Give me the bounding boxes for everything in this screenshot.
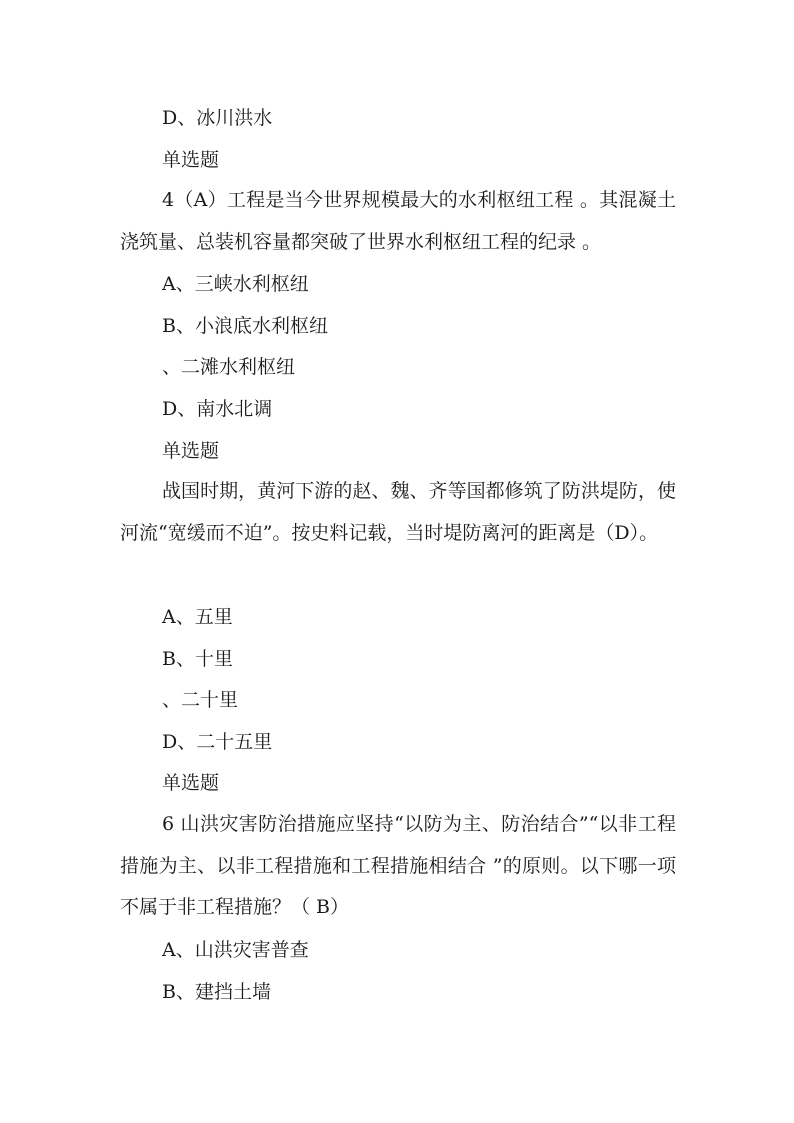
q6-option-a: A、山洪灾害普查 (162, 939, 309, 961)
q5-option-d: D、二十五里 (162, 731, 273, 753)
q5-type-label: 单选题 (162, 772, 220, 794)
q4-stem: 4（A）工程是当今世界规模最大的水利枢纽工程 。其混凝土浇筑量、总装机容量都突破了世界水利枢纽工程的纪录 。 (120, 189, 676, 253)
q6-stem: 6 山洪灾害防治措施应坚持“以防为主、防治结合”“以非工程措施为主、以非工程措施和工程措施相结合 ”的原则。以下哪一项不属于非工程措施？（ B） (120, 813, 676, 918)
q5-option-a: A、五里 (162, 606, 233, 628)
q4-option-d: D、南水北调 (162, 398, 273, 420)
q5-option-b: B、十里 (162, 648, 233, 670)
q3-type-label: 单选题 (162, 149, 220, 171)
q5-option-c: 、二十里 (162, 689, 239, 711)
q4-option-a: A、三峡水利枢纽 (162, 273, 309, 295)
q4-type-label: 单选题 (162, 440, 220, 462)
q5-stem: 战国时期，黄河下游的赵、魏、齐等国都修筑了防洪堤防，使河流“宽缓而不迫”。按史料记载，当时堤防离河的距离是（D）。 (120, 480, 676, 544)
q3-option-d: D、冰川洪水 (162, 107, 273, 129)
q6-option-b: B、建挡土墙 (162, 981, 271, 1003)
q4-option-b: B、小浪底水利枢纽 (162, 315, 328, 337)
q4-option-c: 、二滩水利枢纽 (162, 356, 296, 378)
